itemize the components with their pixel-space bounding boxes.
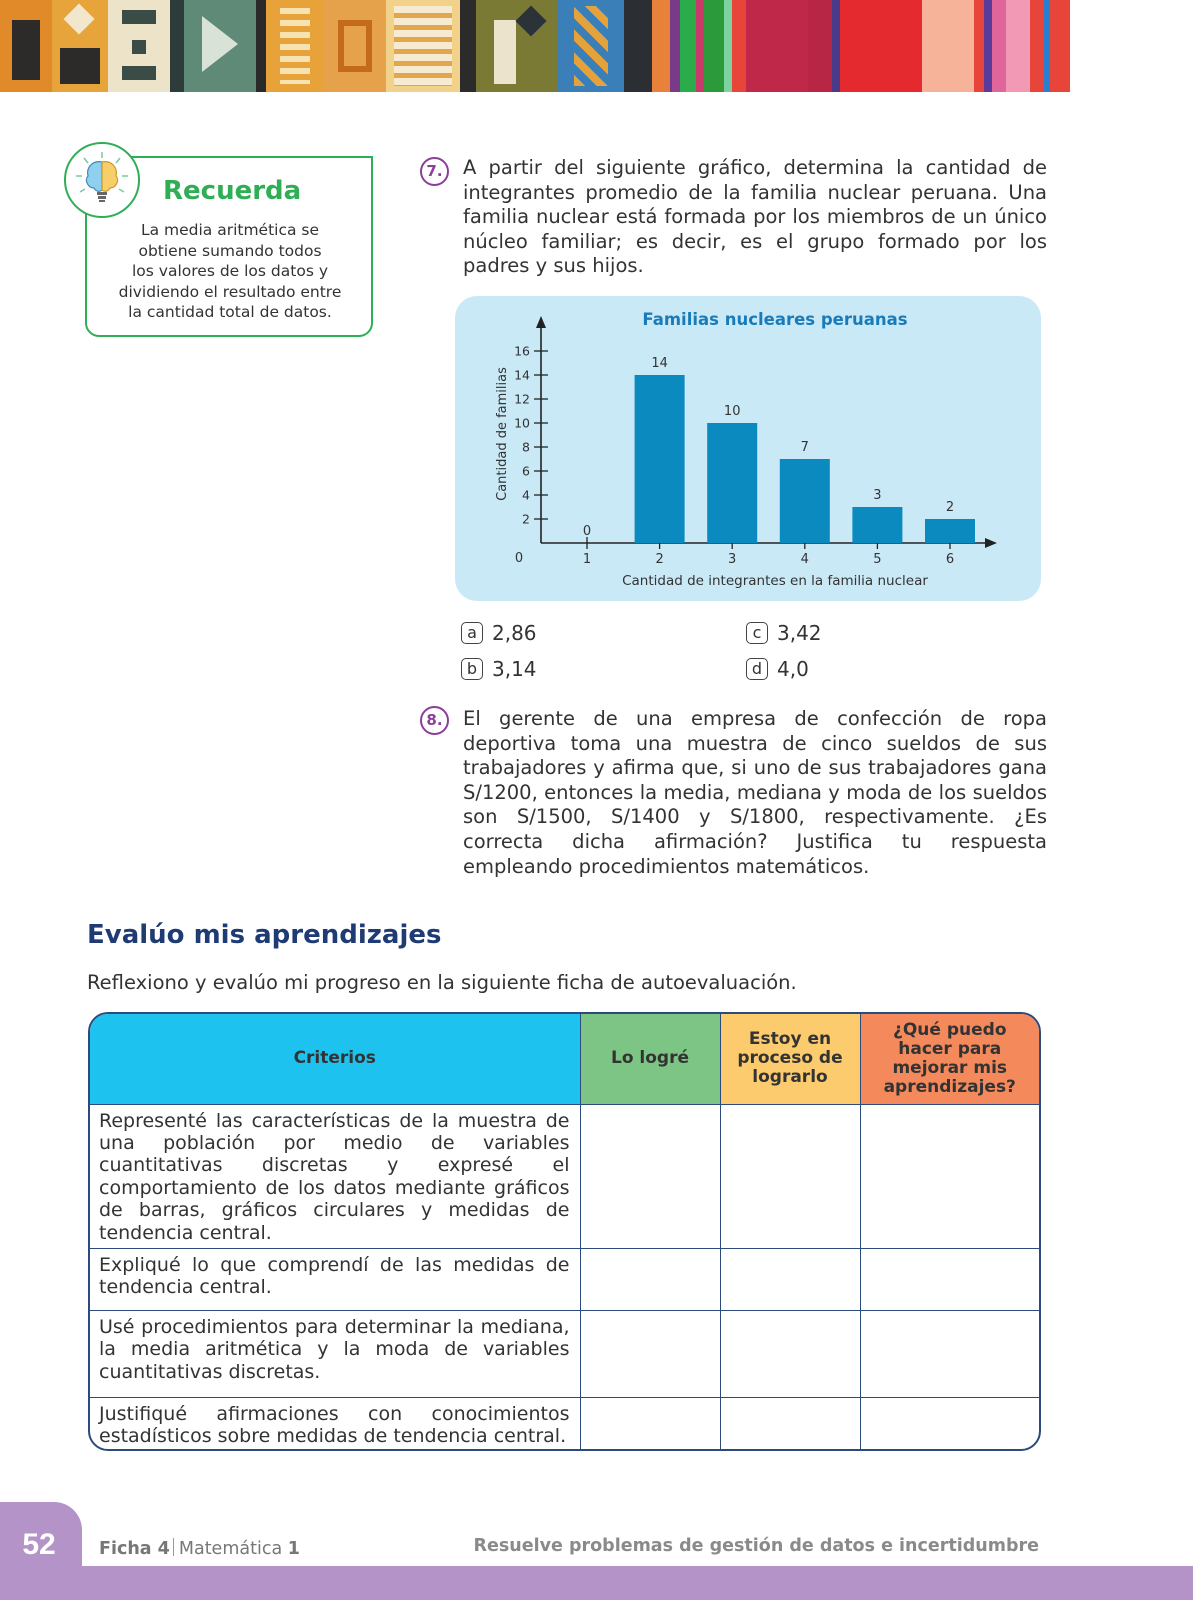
decorative-textile-banner <box>0 0 1193 92</box>
table-row <box>90 1397 1039 1451</box>
y-tick-label: 10 <box>514 415 530 431</box>
bar-value-label: 2 <box>945 500 955 515</box>
criterion-text: Usé procedimientos para determinar la mediana, la media aritmética y la moda de variables cuantitativas discretas. <box>90 1310 580 1397</box>
option-a[interactable] <box>461 621 537 645</box>
recuerda-line: obtiene sumando todos <box>138 241 322 260</box>
recuerda-line: la cantidad total de datos. <box>128 303 332 321</box>
page-number: 52 <box>22 1528 56 1561</box>
option-letter: b <box>461 658 483 680</box>
recuerda-line: los valores de los datos y <box>132 262 328 280</box>
chart-y-axis-label: Cantidad de familias <box>495 367 510 501</box>
bar-value-label: 14 <box>651 356 668 371</box>
footer-separator <box>173 1538 174 1556</box>
option-value: 2,86 <box>492 621 537 645</box>
question-number-7: 7. <box>420 157 449 186</box>
y-tick-label: 16 <box>514 343 530 359</box>
bar <box>635 375 685 543</box>
bar-value-label: 0 <box>582 524 592 539</box>
recuerda-line: La media aritmética se <box>140 221 320 239</box>
y-tick-label: 8 <box>522 439 530 455</box>
header-lo-logre: Lo logré <box>580 1014 720 1104</box>
option-value: 4,0 <box>777 657 809 681</box>
y-tick-label: 4 <box>522 487 530 503</box>
bar <box>925 519 975 543</box>
option-letter: a <box>461 622 483 644</box>
chart-axes <box>536 316 997 548</box>
bar-value-label: 7 <box>800 440 809 455</box>
evaluation-title: Evalúo mis aprendizajes <box>87 920 442 950</box>
table-row <box>90 1104 1039 1248</box>
chart-y-ticks <box>514 344 548 567</box>
x-tick-label: 5 <box>873 552 882 567</box>
criterion-text: Expliqué lo que comprendí de las medidas de tendencia central. <box>90 1248 580 1310</box>
option-value: 3,14 <box>492 657 537 681</box>
bar <box>780 459 830 543</box>
footer-subject: Matemática <box>178 1539 283 1559</box>
header-en-proceso: Estoy en proceso de lograrlo <box>720 1014 860 1104</box>
table-row <box>90 1310 1039 1397</box>
en-proceso-cell[interactable] <box>720 1397 860 1451</box>
option-d[interactable] <box>746 657 809 681</box>
x-axis-arrow-icon <box>985 538 997 548</box>
recuerda-line: dividiendo el resultado entre <box>118 282 342 301</box>
x-tick-label: 6 <box>945 552 955 567</box>
option-letter: c <box>746 622 768 644</box>
footer-bar <box>0 1566 1193 1600</box>
footer-ficha: Ficha 4 <box>99 1539 170 1559</box>
bar-value-label: 3 <box>873 488 882 503</box>
lo-logre-cell[interactable] <box>580 1310 720 1397</box>
bar <box>852 507 902 543</box>
lo-logre-cell[interactable] <box>580 1397 720 1451</box>
mejorar-cell[interactable] <box>860 1104 1039 1248</box>
lo-logre-cell[interactable] <box>580 1248 720 1310</box>
y-axis-arrow-icon <box>536 316 546 328</box>
recuerda-title: Recuerda <box>163 176 302 206</box>
option-b[interactable] <box>461 657 537 681</box>
y-tick-label: 14 <box>514 367 530 383</box>
criterion-text: Justifiqué afirmaciones con conocimientos estadísticos sobre medidas de tendencia central. <box>90 1397 580 1451</box>
y-tick-label: 0 <box>514 551 524 566</box>
x-tick-label: 2 <box>655 552 664 567</box>
bar-value-label: 10 <box>723 404 741 419</box>
option-value: 3,42 <box>777 621 822 645</box>
question-number-8: 8. <box>420 706 449 735</box>
brain-lightbulb-icon <box>64 142 140 218</box>
y-tick-label: 6 <box>522 463 530 479</box>
header-criterios: Criterios <box>90 1014 580 1104</box>
y-tick-label: 12 <box>514 391 530 407</box>
option-c[interactable] <box>746 621 822 645</box>
problem-7-text: A partir del siguiente gráfico, determina la cantidad de integrantes promedio de la familia nuclear peruana. Una familia nuclear está formada por los miembros de un único núcleo familiar; es decir, es el grupo formado por los padres y sus hijos. <box>463 156 1047 278</box>
header-como-mejorar: ¿Qué puedo hacer para mejorar mis aprendizajes? <box>860 1014 1039 1104</box>
recuerda-text <box>108 220 352 323</box>
chart-x-axis-label: Cantidad de integrantes en la familia nuclear <box>622 573 928 589</box>
footer-grade: 1 <box>287 1539 300 1559</box>
en-proceso-cell[interactable] <box>720 1310 860 1397</box>
criterion-text: Representé las características de la muestra de una población por medio de variables cuantitativas discretas y expresé el comportamiento de los datos mediante gráficos de barras, gráficos circulares y medidas de tendencia central. <box>90 1104 580 1248</box>
mejorar-cell[interactable] <box>860 1397 1039 1451</box>
evaluation-intro: Reflexiono y evalúo mi progreso en la siguiente ficha de autoevaluación. <box>87 971 797 994</box>
x-tick-label: 4 <box>800 552 809 567</box>
footer-competency: Resuelve problemas de gestión de datos e incertidumbre <box>473 1536 1039 1556</box>
chart-bars <box>635 375 975 543</box>
lo-logre-cell[interactable] <box>580 1104 720 1248</box>
table-row <box>90 1248 1039 1310</box>
y-tick-label: 2 <box>522 511 530 527</box>
en-proceso-cell[interactable] <box>720 1104 860 1248</box>
chart-title: Familias nucleares peruanas <box>642 310 908 329</box>
bar-chart <box>455 296 1041 601</box>
problem-8-text: El gerente de una empresa de confección de ropa deportiva toma una muestra de cinco sueldos de sus trabajadores y afirma que, si uno de sus trabajadores gana S/1200, entonces la media, mediana y moda de los sueldos son S/1500, S/1400 y S/1800, respectivamente. ¿Es correcta dicha afirmación? Justifica tu respuesta empleando procedimientos matemáticos. <box>463 707 1047 878</box>
footer-ficha-info <box>99 1538 300 1559</box>
bar <box>707 423 757 543</box>
table-header-row <box>90 1014 1039 1104</box>
option-letter: d <box>746 658 768 680</box>
x-tick-label: 1 <box>582 552 592 567</box>
mejorar-cell[interactable] <box>860 1310 1039 1397</box>
self-evaluation-table <box>88 1012 1041 1451</box>
en-proceso-cell[interactable] <box>720 1248 860 1310</box>
x-tick-label: 3 <box>728 552 737 567</box>
mejorar-cell[interactable] <box>860 1248 1039 1310</box>
